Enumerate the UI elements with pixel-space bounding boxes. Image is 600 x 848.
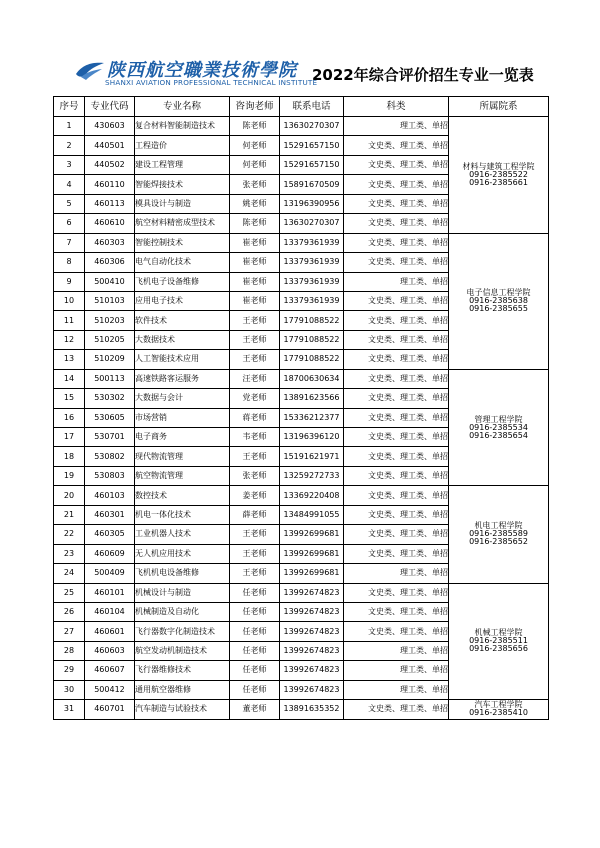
major-name: 机械制造及自动化 <box>135 602 230 621</box>
contact-phone: 13891623566 <box>280 389 344 408</box>
major-code: 530605 <box>85 408 135 427</box>
row-number: 27 <box>54 622 85 641</box>
contact-phone: 13992699681 <box>280 564 344 583</box>
row-number: 24 <box>54 564 85 583</box>
contact-phone: 13379361939 <box>280 272 344 291</box>
contact-phone: 15891670509 <box>280 175 344 194</box>
department-cell <box>449 486 549 583</box>
column-header: 专业名称 <box>135 97 230 117</box>
major-code: 460104 <box>85 602 135 621</box>
contact-phone: 18700630634 <box>280 369 344 388</box>
contact-phone: 17791088522 <box>280 330 344 349</box>
category: 文史类、理工类、单招 <box>344 700 449 719</box>
row-number: 26 <box>54 602 85 621</box>
teacher-name: 蒋老师 <box>230 408 280 427</box>
teacher-name: 何老师 <box>230 155 280 174</box>
row-number: 15 <box>54 389 85 408</box>
wing-emblem-icon <box>75 60 105 82</box>
major-name: 无人机应用技术 <box>135 544 230 563</box>
contact-phone: 13891635352 <box>280 700 344 719</box>
teacher-name: 张老师 <box>230 466 280 485</box>
major-name: 航空发动机制造技术 <box>135 641 230 660</box>
major-name: 电气自动化技术 <box>135 253 230 272</box>
row-number: 8 <box>54 253 85 272</box>
department-cell <box>449 583 549 700</box>
department-name: 机械工程学院 <box>474 628 523 638</box>
row-number: 3 <box>54 155 85 174</box>
major-name: 汽车制造与试验技术 <box>135 700 230 719</box>
category: 文史类、理工类、单招 <box>344 291 449 310</box>
row-number: 28 <box>54 641 85 660</box>
category: 理工类、单招 <box>344 680 449 699</box>
major-name: 通用航空器维修 <box>135 680 230 699</box>
teacher-name: 任老师 <box>230 680 280 699</box>
category: 文史类、理工类、单招 <box>344 194 449 213</box>
major-name: 飞行器数字化制造技术 <box>135 622 230 641</box>
major-code: 530803 <box>85 466 135 485</box>
department-phone: 0916-2385410 <box>469 708 528 718</box>
logo-chinese-name: 陕西航空職業技術學院 <box>107 60 297 81</box>
row-number: 10 <box>54 291 85 310</box>
teacher-name: 王老师 <box>230 544 280 563</box>
contact-phone: 13379361939 <box>280 291 344 310</box>
teacher-name: 任老师 <box>230 583 280 602</box>
row-number: 16 <box>54 408 85 427</box>
row-number: 14 <box>54 369 85 388</box>
teacher-name: 姜老师 <box>230 486 280 505</box>
major-name: 模具设计与制造 <box>135 194 230 213</box>
department-cell <box>449 700 549 719</box>
category: 文史类、理工类、单招 <box>344 525 449 544</box>
contact-phone: 13992699681 <box>280 525 344 544</box>
category: 文史类、理工类、单招 <box>344 505 449 524</box>
row-number: 9 <box>54 272 85 291</box>
contact-phone: 13992674823 <box>280 680 344 699</box>
major-code: 460701 <box>85 700 135 719</box>
contact-phone: 15291657150 <box>280 155 344 174</box>
category: 文史类、理工类、单招 <box>344 136 449 155</box>
contact-phone: 13379361939 <box>280 233 344 252</box>
category: 文史类、理工类、单招 <box>344 583 449 602</box>
table-row <box>54 700 549 719</box>
teacher-name: 王老师 <box>230 447 280 466</box>
department-cell <box>449 117 549 234</box>
major-code: 500409 <box>85 564 135 583</box>
column-header: 科类 <box>344 97 449 117</box>
department-name: 机电工程学院 <box>474 521 523 531</box>
category: 文史类、理工类、单招 <box>344 253 449 272</box>
category: 文史类、理工类、单招 <box>344 602 449 621</box>
major-code: 460601 <box>85 622 135 641</box>
teacher-name: 陈老师 <box>230 214 280 233</box>
row-number: 17 <box>54 428 85 447</box>
category: 理工类、单招 <box>344 661 449 680</box>
contact-phone: 13379361939 <box>280 253 344 272</box>
major-code: 460610 <box>85 214 135 233</box>
major-name: 软件技术 <box>135 311 230 330</box>
column-header: 所属院系 <box>449 97 549 117</box>
major-code: 500412 <box>85 680 135 699</box>
major-code: 460607 <box>85 661 135 680</box>
major-code: 440501 <box>85 136 135 155</box>
contact-phone: 13630270307 <box>280 117 344 136</box>
teacher-name: 何老师 <box>230 136 280 155</box>
department-phone: 0916-2385638 <box>469 296 528 306</box>
major-code: 530701 <box>85 428 135 447</box>
logo-english-name: SHANXI AVIATION PROFESSIONAL TECHNICAL INSTITUTE <box>105 78 318 87</box>
major-code: 500113 <box>85 369 135 388</box>
column-header: 联系电话 <box>280 97 344 117</box>
teacher-name: 姚老师 <box>230 194 280 213</box>
category: 文史类、理工类、单招 <box>344 447 449 466</box>
row-number: 2 <box>54 136 85 155</box>
major-name: 航空物流管理 <box>135 466 230 485</box>
row-number: 11 <box>54 311 85 330</box>
row-number: 23 <box>54 544 85 563</box>
teacher-name: 董老师 <box>230 700 280 719</box>
major-name: 复合材料智能制造技术 <box>135 117 230 136</box>
category: 理工类、单招 <box>344 117 449 136</box>
column-header: 序号 <box>54 97 85 117</box>
major-name: 飞机机电设备维修 <box>135 564 230 583</box>
row-number: 31 <box>54 700 85 719</box>
contact-phone: 13630270307 <box>280 214 344 233</box>
contact-phone: 13992674823 <box>280 583 344 602</box>
major-code: 530802 <box>85 447 135 466</box>
category: 文史类、理工类、单招 <box>344 428 449 447</box>
contact-phone: 13259272733 <box>280 466 344 485</box>
department-name: 汽车工程学院 <box>474 700 523 710</box>
major-code: 500410 <box>85 272 135 291</box>
major-name: 电子商务 <box>135 428 230 447</box>
major-code: 460609 <box>85 544 135 563</box>
row-number: 22 <box>54 525 85 544</box>
table-row <box>54 233 549 252</box>
category: 文史类、理工类、单招 <box>344 311 449 330</box>
teacher-name: 王老师 <box>230 525 280 544</box>
category: 文史类、理工类、单招 <box>344 622 449 641</box>
category: 文史类、理工类、单招 <box>344 214 449 233</box>
major-code: 440502 <box>85 155 135 174</box>
row-number: 21 <box>54 505 85 524</box>
major-code: 510209 <box>85 350 135 369</box>
document-title: 2022年综合评价招生专业一览表 <box>312 66 534 84</box>
category: 文史类、理工类、单招 <box>344 350 449 369</box>
major-name: 市场营销 <box>135 408 230 427</box>
major-name: 智能焊接技术 <box>135 175 230 194</box>
major-name: 现代物流管理 <box>135 447 230 466</box>
contact-phone: 15191621971 <box>280 447 344 466</box>
major-name: 飞机电子设备维修 <box>135 272 230 291</box>
department-name: 材料与建筑工程学院 <box>462 161 535 171</box>
major-name: 机电一体化技术 <box>135 505 230 524</box>
department-phone: 0916-2385654 <box>469 430 528 440</box>
table-row <box>54 583 549 602</box>
teacher-name: 王老师 <box>230 564 280 583</box>
row-number: 19 <box>54 466 85 485</box>
major-code: 430603 <box>85 117 135 136</box>
contact-phone: 17791088522 <box>280 350 344 369</box>
department-phone: 0916-2385522 <box>469 169 528 179</box>
department-phone: 0916-2385655 <box>469 304 528 314</box>
department-phone: 0916-2385652 <box>469 537 528 547</box>
category: 文史类、理工类、单招 <box>344 233 449 252</box>
contact-phone: 15336212377 <box>280 408 344 427</box>
contact-phone: 13484991055 <box>280 505 344 524</box>
major-name: 飞行器维修技术 <box>135 661 230 680</box>
major-code: 510205 <box>85 330 135 349</box>
major-code: 460101 <box>85 583 135 602</box>
row-number: 1 <box>54 117 85 136</box>
major-name: 大数据技术 <box>135 330 230 349</box>
row-number: 20 <box>54 486 85 505</box>
teacher-name: 张老师 <box>230 175 280 194</box>
teacher-name: 王老师 <box>230 330 280 349</box>
table-header-row <box>54 97 549 117</box>
teacher-name: 崔老师 <box>230 291 280 310</box>
major-name: 高速铁路客运服务 <box>135 369 230 388</box>
table-row <box>54 486 549 505</box>
teacher-name: 任老师 <box>230 661 280 680</box>
category: 理工类、单招 <box>344 272 449 291</box>
major-code: 510203 <box>85 311 135 330</box>
major-name: 航空材料精密成型技术 <box>135 214 230 233</box>
major-code: 460303 <box>85 233 135 252</box>
contact-phone: 13369220408 <box>280 486 344 505</box>
row-number: 12 <box>54 330 85 349</box>
teacher-name: 任老师 <box>230 622 280 641</box>
table-row <box>54 117 549 136</box>
category: 文史类、理工类、单招 <box>344 330 449 349</box>
teacher-name: 王老师 <box>230 311 280 330</box>
document-header <box>0 54 600 92</box>
major-code: 460306 <box>85 253 135 272</box>
major-name: 智能控制技术 <box>135 233 230 252</box>
teacher-name: 任老师 <box>230 641 280 660</box>
row-number: 7 <box>54 233 85 252</box>
row-number: 30 <box>54 680 85 699</box>
major-code: 460301 <box>85 505 135 524</box>
column-header: 咨询老师 <box>230 97 280 117</box>
department-phone: 0916-2385589 <box>469 529 528 539</box>
category: 理工类、单招 <box>344 564 449 583</box>
major-name: 工业机器人技术 <box>135 525 230 544</box>
college-logo <box>75 58 318 90</box>
row-number: 6 <box>54 214 85 233</box>
row-number: 4 <box>54 175 85 194</box>
department-phone: 0916-2385534 <box>469 422 528 432</box>
teacher-name: 汪老师 <box>230 369 280 388</box>
major-code: 460113 <box>85 194 135 213</box>
table-row <box>54 369 549 388</box>
contact-phone: 13196390956 <box>280 194 344 213</box>
contact-phone: 13992699681 <box>280 544 344 563</box>
teacher-name: 陈老师 <box>230 117 280 136</box>
category: 文史类、理工类、单招 <box>344 544 449 563</box>
major-name: 工程造价 <box>135 136 230 155</box>
row-number: 18 <box>54 447 85 466</box>
category: 文史类、理工类、单招 <box>344 408 449 427</box>
major-code: 460103 <box>85 486 135 505</box>
teacher-name: 韦老师 <box>230 428 280 447</box>
contact-phone: 15291657150 <box>280 136 344 155</box>
category: 文史类、理工类、单招 <box>344 175 449 194</box>
major-name: 机械设计与制造 <box>135 583 230 602</box>
major-code: 460603 <box>85 641 135 660</box>
major-code: 530302 <box>85 389 135 408</box>
major-name: 人工智能技术应用 <box>135 350 230 369</box>
category: 文史类、理工类、单招 <box>344 486 449 505</box>
column-header: 专业代码 <box>85 97 135 117</box>
contact-phone: 13992674823 <box>280 661 344 680</box>
department-phone: 0916-2385656 <box>469 644 528 654</box>
contact-phone: 17791088522 <box>280 311 344 330</box>
category: 文史类、理工类、单招 <box>344 155 449 174</box>
teacher-name: 崔老师 <box>230 233 280 252</box>
contact-phone: 13992674823 <box>280 622 344 641</box>
department-phone: 0916-2385661 <box>469 177 528 187</box>
major-code: 510103 <box>85 291 135 310</box>
table-body <box>54 117 549 720</box>
teacher-name: 崔老师 <box>230 253 280 272</box>
row-number: 25 <box>54 583 85 602</box>
teacher-name: 党老师 <box>230 389 280 408</box>
department-cell <box>449 369 549 486</box>
major-name: 应用电子技术 <box>135 291 230 310</box>
contact-phone: 13992674823 <box>280 641 344 660</box>
row-number: 29 <box>54 661 85 680</box>
department-name: 管理工程学院 <box>474 414 523 424</box>
department-phone: 0916-2385511 <box>469 636 528 646</box>
department-cell <box>449 233 549 369</box>
row-number: 5 <box>54 194 85 213</box>
major-name: 大数据与会计 <box>135 389 230 408</box>
major-code: 460305 <box>85 525 135 544</box>
row-number: 13 <box>54 350 85 369</box>
category: 文史类、理工类、单招 <box>344 369 449 388</box>
contact-phone: 13196396120 <box>280 428 344 447</box>
category: 文史类、理工类、单招 <box>344 466 449 485</box>
majors-table <box>53 96 549 720</box>
major-name: 数控技术 <box>135 486 230 505</box>
category: 文史类、理工类、单招 <box>344 389 449 408</box>
contact-phone: 13992674823 <box>280 602 344 621</box>
teacher-name: 崔老师 <box>230 272 280 291</box>
teacher-name: 王老师 <box>230 350 280 369</box>
category: 理工类、单招 <box>344 641 449 660</box>
major-name: 建设工程管理 <box>135 155 230 174</box>
major-code: 460110 <box>85 175 135 194</box>
department-name: 电子信息工程学院 <box>466 288 531 298</box>
teacher-name: 薛老师 <box>230 505 280 524</box>
teacher-name: 任老师 <box>230 602 280 621</box>
